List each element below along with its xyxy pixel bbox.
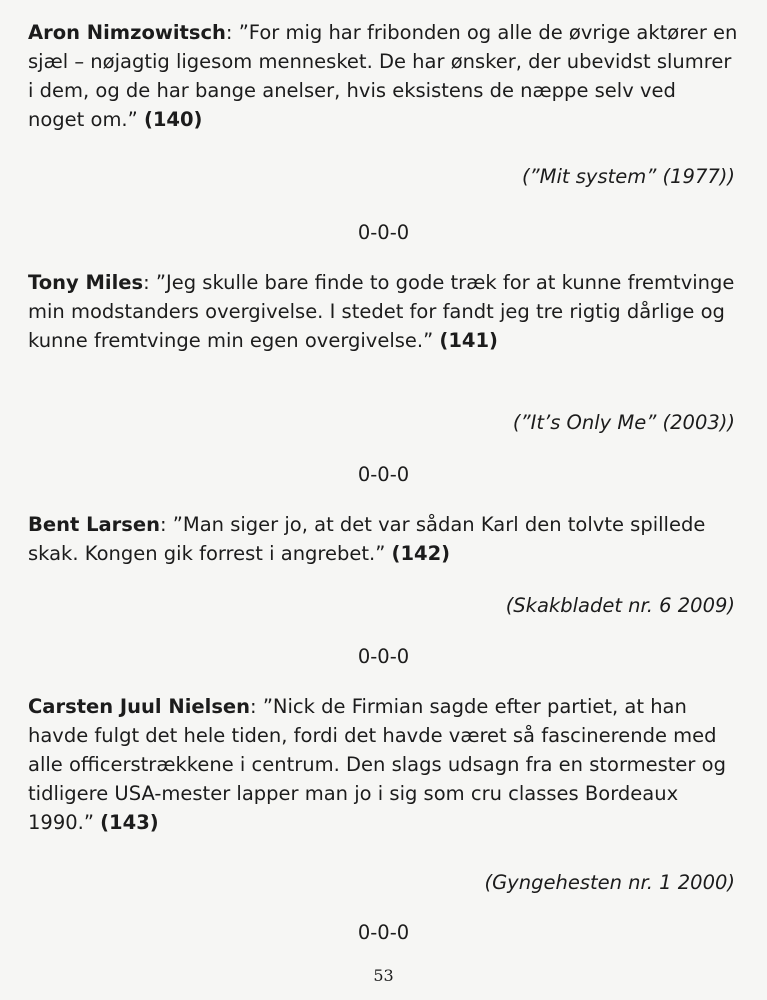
quote-text: : ”Jeg skulle bare finde to gode træk for at kunne fremtvinge min modstanders overgivelse. I stedet for fandt jeg tre rigtig dårlige og kunne fremtvinge min egen overgivelse.”: [28, 271, 735, 352]
section-separator: 0-0-0: [357, 645, 410, 668]
reference-number: (142): [391, 542, 451, 565]
quote-text: : ”Nick de Firmian sagde efter partiet, at han havde fulgt det hele tiden, fordi det havde været så fascinerende med alle officerstrækkene i centrum. Den slags udsagn fra en stormester og tidligere USA-mester lapper man jo i sig som cru classes Bordeaux 1990.”: [28, 695, 726, 834]
section-separator: 0-0-0: [357, 463, 410, 486]
quote-source: (Gyngehesten nr. 1 2000): [484, 871, 735, 894]
page-number: 53: [373, 966, 394, 985]
quote-source: (Skakbladet nr. 6 2009): [505, 594, 735, 617]
speaker-name: Bent Larsen: [28, 513, 160, 536]
speaker-name: Tony Miles: [28, 271, 144, 294]
quote-source: (”Mit system” (1977)): [521, 165, 735, 188]
section-separator: 0-0-0: [357, 221, 410, 244]
quote-block: [28, 268, 738, 355]
quote-text: : ”For mig har fribonden og alle de øvrige aktører en sjæl – nøjagtig ligesom mennesket. De har ønsker, der ubevidst slumrer i dem, og de har bange anelser, hvis eksistens de næppe selv ved noget om.”: [28, 21, 738, 131]
quote-block: [28, 18, 738, 134]
speaker-name: Aron Nimzowitsch: [28, 21, 226, 44]
reference-number: (140): [143, 108, 203, 131]
reference-number: (141): [439, 329, 498, 352]
speaker-name: Carsten Juul Nielsen: [28, 695, 251, 718]
section-separator: 0-0-0: [357, 921, 410, 944]
quote-block: [28, 692, 738, 837]
quote-source: (”It’s Only Me” (2003)): [512, 411, 735, 434]
quote-text: : ”Man siger jo, at det var sådan Karl den tolvte spillede skak. Kongen gik forrest i angrebet.”: [28, 513, 706, 565]
quote-block: [28, 510, 738, 568]
reference-number: (143): [100, 811, 159, 834]
